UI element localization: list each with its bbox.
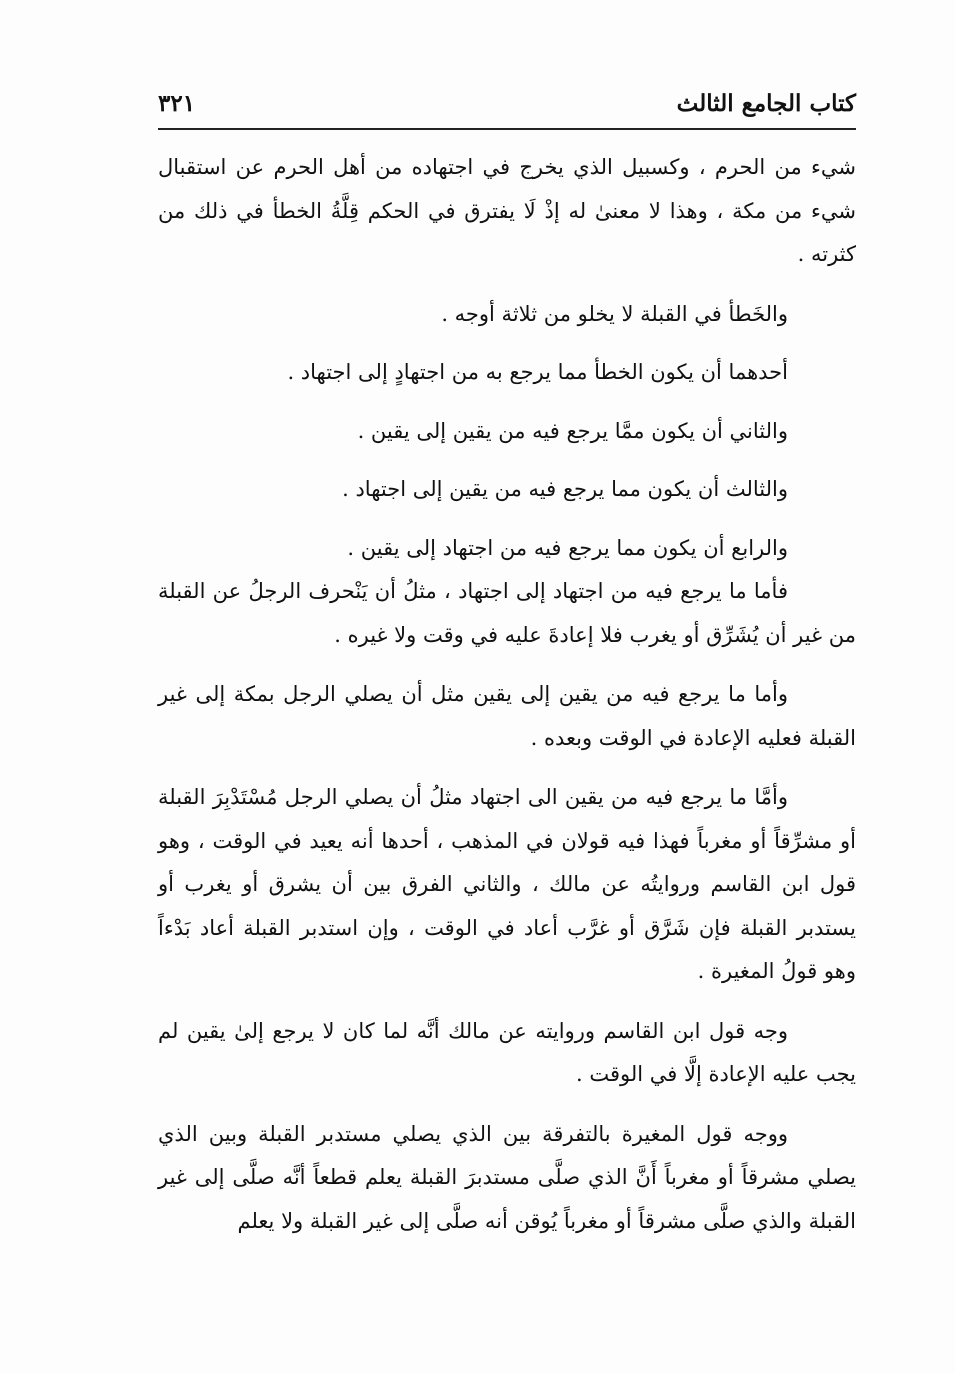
running-header <box>158 84 856 128</box>
list-item-second: والثاني أن يكون ممَّا يرجع فيه من يقين إلى يقين . <box>357 418 788 443</box>
page-body <box>158 146 856 1243</box>
list-item-fourth: والرابع أن يكون مما يرجع فيه من اجتهاد إلى يقين . <box>347 535 788 560</box>
header-divider <box>158 128 856 130</box>
paragraph-intro: والخَطأ في القبلة لا يخلو من ثلاثة أوجه . <box>441 301 788 326</box>
list-item-first: أحدهما أن يكون الخطأ مما يرجع به من اجتهادٍ إلى اجتهاد . <box>287 360 788 384</box>
paragraph-case-one: فأما ما يرجع فيه من اجتهاد إلى اجتهاد ، مثلُ أن يَنْحرف الرجلُ عن القبلة من غير أن يُشَرِّق أو يغرب فلا إعادةَ عليه في وقت ولا غيره . <box>158 579 856 647</box>
paragraph-ibn-qasim: وجه قول ابن القاسم وروايته عن مالك أنَّه لما كان لا يرجع إلىٰ يقين لم يجب عليه الإعادة إلَّا في الوقت . <box>158 1018 856 1086</box>
list-item-third: والثالث أن يكون مما يرجع فيه من يقين إلى اجتهاد . <box>342 477 788 501</box>
page-number: ٣٢١ <box>158 90 196 117</box>
book-title: كتاب الجامع الثالث <box>676 90 856 117</box>
paragraph-case-three: وأمَّا ما يرجع فيه من يقين الى اجتهاد مثلُ أن يصلي الرجل مُسْتَدْبِرَ القبلة أو مشرِّقاً أو مغرباً فهذا فيه قولان في المذهب ، أحدها أنه يعيد في الوقت ، وهو قول ابن القاسم وروايتُه عن مالك ، والثاني الفرق بين أن يشرق أو يغرب أو يستدبر القبلة فإن شَرَّق أو غرَّب أعاد في الوقت ، وإن استدبر القبلة أعاد بَدْءاً وهو قولُ المغيرة . <box>158 785 856 983</box>
paragraph-mughira: ووجه قول المغيرة بالتفرقة بين الذي يصلي مستدبر القبلة وبين الذي يصلي مشرقاً أو مغرباً أَنَّ الذي صلَّى مستدبرَ القبلة يعلم قطعاً أنَّه صلَّى إلى غير القبلة والذي صلَّى مشرقاً أو مغرباً يُوقن أنه صلَّى إلى غير القبلة ولا يعلم <box>158 1121 856 1233</box>
paragraph-continuation: شيء من الحرم ، وكسبيل الذي يخرج في اجتهاده من أهل الحرم عن استقبال شيء من مكة ، وهذا لا معنىٰ له إذْ لَا يفترق في الحكم قِلَّةُ الخطأ في ذلك من كثرته . <box>158 155 856 266</box>
paragraph-case-two: وأما ما يرجع فيه من يقين إلى يقين مثل أن يصلي الرجل بمكة إلى غير القبلة فعليه الإعادة في الوقت وبعده . <box>158 682 856 750</box>
